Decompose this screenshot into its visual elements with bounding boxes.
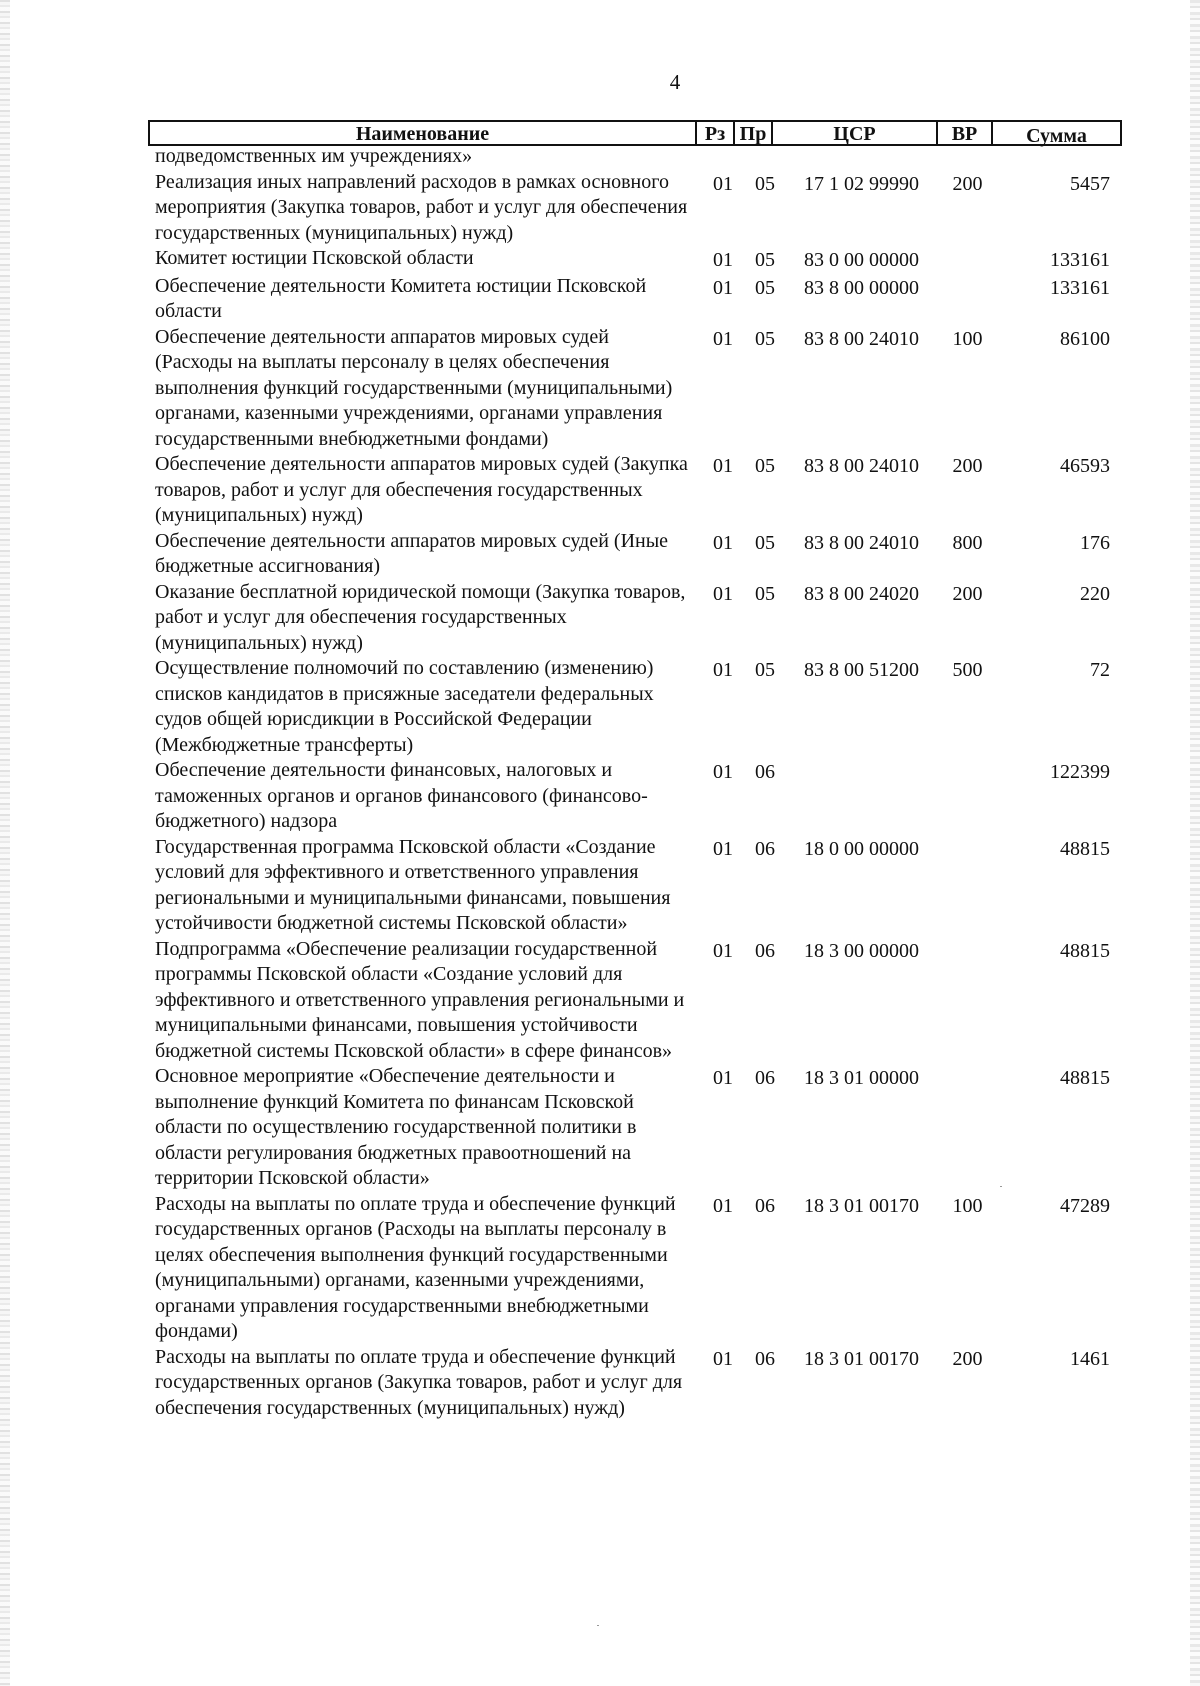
row-rz: 01 (713, 1067, 733, 1089)
table-row (148, 1345, 1122, 1422)
header-name: Наименование (150, 122, 697, 144)
table-row (148, 1192, 1122, 1345)
row-csr: 83 0 00 00000 (804, 249, 919, 271)
row-rz: 01 (713, 837, 733, 860)
row-vr (936, 835, 991, 937)
row-name: Обеспечение деятельности финансовых, налоговых и таможенных органов и органов финансового (финансово-бюджетного) надзора (155, 759, 648, 832)
scan-edge-right (1190, 0, 1200, 1686)
row-sum: 133161 (1050, 249, 1110, 271)
table-row (148, 1064, 1122, 1192)
row-csr: 17 1 02 99990 (804, 172, 919, 195)
row-name: Расходы на выплаты по оплате труда и обеспечение функций государственных органов (Расходы на выплаты персоналу в целях обеспечения выполнения функций государственными (муниципальными) органами, казенными учреждениями, органами управления государственными внебюджетными фондами) (155, 1192, 676, 1342)
row-name: Государственная программа Псковской области «Создание условий для эффективного и ответственного управления региональными и муниципальными финансами, повышения устойчивости бюджетной системы Псковской области» (155, 835, 671, 934)
row-csr: 18 3 01 00170 (804, 1194, 919, 1217)
row-vr (936, 1064, 991, 1192)
row-csr (771, 758, 936, 835)
header-sum: Сумма (1026, 125, 1087, 147)
table-row (148, 656, 1122, 758)
row-name: Расходы на выплаты по оплате труда и обеспечение функций государственных органов (Закупка товаров, работ и услуг для обеспечения государственных (муниципальных) нужд) (155, 1345, 683, 1419)
scan-edge-left (0, 0, 10, 1686)
row-name: Обеспечение деятельности аппаратов мировых судей (Закупка товаров, работ и услуг для обеспечения государственных (муниципальных) нужд) (155, 453, 688, 526)
row-rz: 01 (713, 939, 733, 962)
row-pr: 06 (755, 761, 775, 783)
table-row (148, 170, 1122, 247)
row-rz: 01 (713, 582, 733, 605)
row-csr: 83 8 00 24010 (804, 531, 919, 554)
row-name: Комитет юстиции Псковской области (155, 247, 474, 269)
table-row (148, 452, 1122, 529)
row-name: Обеспечение деятельности аппаратов мировых судей (Иные бюджетные ассигнования) (155, 529, 669, 577)
row-name: Осуществление полномочий по составлению (изменению) списков кандидатов в присяжные заседатели федеральных судов общей юрисдикции в Российской Федерации (Межбюджетные трансферты) (155, 657, 654, 756)
table-row (148, 529, 1122, 580)
row-rz: 01 (713, 1194, 733, 1217)
table-row (148, 580, 1122, 657)
header-vr: ВР (938, 122, 993, 144)
table-row (148, 835, 1122, 937)
row-sum: 48815 (1060, 837, 1110, 860)
row-sum: 133161 (1050, 276, 1110, 299)
row-name: Реализация иных направлений расходов в рамках основного мероприятия (Закупка товаров, работ и услуг для обеспечения государственных (муниципальных) нужд) (155, 170, 688, 244)
row-vr: 800 (952, 531, 983, 554)
row-csr: 18 3 01 00000 (804, 1067, 919, 1089)
row-pr: 06 (755, 837, 775, 860)
row-rz: 01 (713, 1347, 733, 1370)
row-sum: 176 (1080, 531, 1110, 554)
scan-speck (597, 1625, 599, 1626)
row-sum (991, 144, 1118, 170)
row-vr: 100 (952, 327, 983, 350)
row-name: Основное мероприятие «Обеспечение деятельности и выполнение функций Комитета по финансам Псковской области по осуществлению государственной политики в области регулирования бюджетных правоотношений на территории Псковской области» (155, 1065, 637, 1189)
page-number: 4 (669, 70, 681, 94)
row-sum: 1461 (1070, 1347, 1110, 1370)
row-rz (695, 144, 733, 170)
row-rz: 01 (713, 249, 733, 271)
row-csr: 18 3 00 00000 (804, 939, 919, 962)
header-csr: ЦСР (773, 122, 938, 144)
row-name: подведомственных им учреждениях» (155, 145, 473, 167)
row-sum: 5457 (1070, 172, 1110, 195)
row-sum: 72 (1090, 659, 1110, 681)
row-rz: 01 (713, 327, 733, 350)
header-rz: Рз (697, 122, 735, 144)
scan-speck (1000, 1186, 1002, 1187)
row-csr: 83 8 00 24020 (804, 582, 919, 605)
header-pr: Пр (735, 122, 773, 144)
row-vr: 200 (952, 172, 983, 195)
row-pr: 06 (755, 939, 775, 962)
table-row (148, 274, 1122, 325)
row-vr (936, 758, 991, 835)
row-pr: 05 (755, 659, 775, 681)
table-row (148, 144, 1122, 170)
row-vr: 200 (952, 455, 983, 477)
row-vr: 200 (952, 582, 983, 605)
row-vr: 500 (952, 659, 983, 681)
row-pr: 06 (755, 1194, 775, 1217)
row-sum: 46593 (1060, 455, 1110, 477)
row-csr: 83 8 00 51200 (804, 659, 919, 681)
row-csr: 83 8 00 24010 (804, 455, 919, 477)
row-pr: 06 (755, 1067, 775, 1089)
row-vr (936, 274, 991, 325)
row-vr: 100 (952, 1194, 983, 1217)
table-header (148, 120, 1122, 146)
row-vr: 200 (952, 1347, 983, 1370)
row-rz: 01 (713, 455, 733, 477)
row-name: Подпрограмма «Обеспечение реализации государственной программы Псковской области «Создание условий для эффективного и ответственного управления региональными и муниципальными финансами, повышения устойчивости бюджетной системы Псковской области» в сфере финансов» (155, 937, 685, 1062)
row-csr: 18 0 00 00000 (804, 837, 919, 860)
row-rz: 01 (713, 531, 733, 554)
row-pr (733, 144, 771, 170)
row-rz: 01 (713, 276, 733, 299)
row-pr: 06 (755, 1347, 775, 1370)
row-pr: 05 (755, 531, 775, 554)
row-pr: 05 (755, 172, 775, 195)
row-rz: 01 (713, 172, 733, 195)
row-pr: 05 (755, 455, 775, 477)
row-csr (771, 144, 936, 170)
row-pr: 05 (755, 276, 775, 299)
row-rz: 01 (713, 659, 733, 681)
row-name: Оказание бесплатной юридической помощи (Закупка товаров, работ и услуг для обеспечения государственных (муниципальных) нужд) (155, 580, 686, 654)
row-csr: 83 8 00 00000 (804, 276, 919, 299)
budget-table (148, 120, 1122, 1421)
row-vr (936, 937, 991, 1065)
row-pr: 05 (755, 249, 775, 271)
row-csr: 83 8 00 24010 (804, 327, 919, 350)
row-vr (936, 144, 991, 170)
row-sum: 47289 (1060, 1194, 1110, 1217)
row-csr: 18 3 01 00170 (804, 1347, 919, 1370)
table-row (148, 246, 1122, 274)
table-row (148, 758, 1122, 835)
row-name: Обеспечение деятельности аппаратов мировых судей (Расходы на выплаты персоналу в целях обеспечения выполнения функций государственными (муниципальными) органами, казенными учреждениями, органами управления государственными внебюджетными фондами) (155, 325, 673, 450)
table-row (148, 937, 1122, 1065)
row-rz: 01 (713, 761, 733, 783)
row-sum: 48815 (1060, 1067, 1110, 1089)
row-pr: 05 (755, 327, 775, 350)
row-pr: 05 (755, 582, 775, 605)
row-vr (936, 246, 991, 274)
row-sum: 122399 (1050, 761, 1110, 783)
row-sum: 86100 (1060, 327, 1110, 350)
table-row (148, 325, 1122, 453)
row-sum: 220 (1080, 582, 1110, 605)
row-name: Обеспечение деятельности Комитета юстиции Псковской области (155, 274, 647, 322)
row-sum: 48815 (1060, 939, 1110, 962)
